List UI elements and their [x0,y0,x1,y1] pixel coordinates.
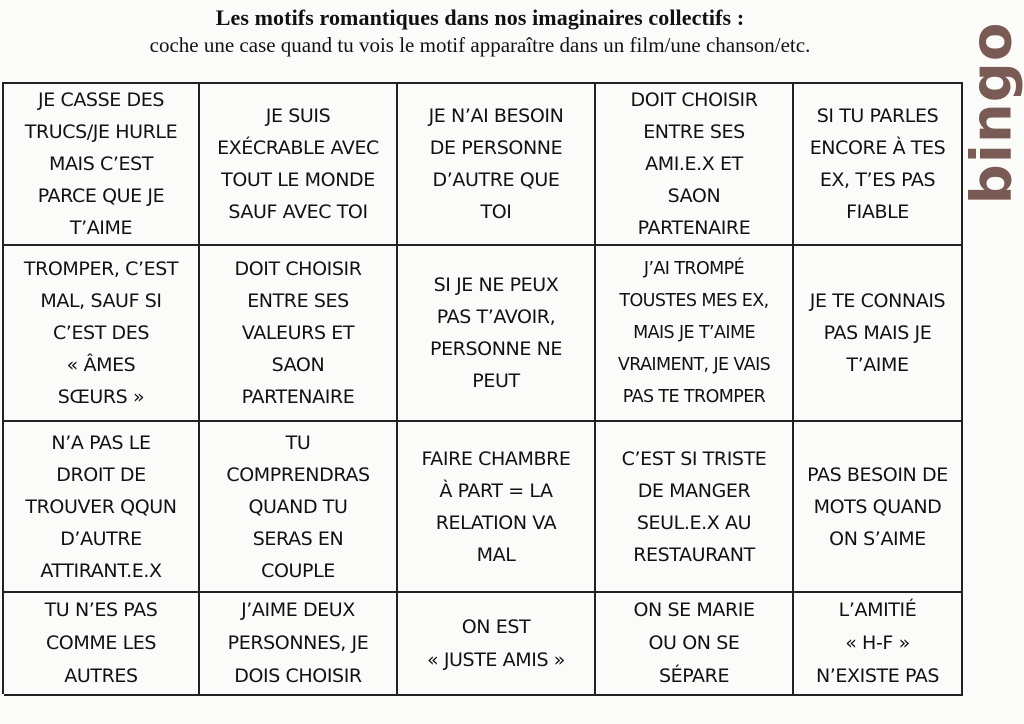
bingo-cell-r2c1[interactable]: TROMPER, C’EST MAL, SAUF SI C’EST DES « ÂMES SŒURS » [4,246,200,422]
bingo-logo [959,8,1024,218]
bingo-cell-r1c2[interactable]: JE SUIS EXÉCRABLE AVEC TOUT LE MONDE SAUF AVEC TOI [200,84,398,246]
header [0,4,960,58]
bingo-grid [2,82,963,694]
bingo-cell-r1c4[interactable]: DOIT CHOISIR ENTRE SES AMI.E.X ET SAON PARTENAIRE [596,84,794,246]
bingo-cell-r2c2[interactable]: DOIT CHOISIR ENTRE SES VALEURS ET SAON PARTENAIRE [200,246,398,422]
bingo-cell-r1c3[interactable]: JE N’AI BESOIN DE PERSONNE D’AUTRE QUE TOI [398,84,596,246]
bingo-cell-r3c5[interactable]: PAS BESOIN DE MOTS QUAND ON S’AIME [794,422,963,593]
page-title: Les motifs romantiques dans nos imaginaires collectifs : [215,5,745,30]
bingo-cell-r4c1[interactable]: TU N’ES PAS COMME LES AUTRES [4,593,200,696]
bingo-cell-r4c5[interactable]: L’AMITIÉ « H-F » N’EXISTE PAS [794,593,963,696]
bingo-cell-r2c4[interactable]: J’AI TROMPÉ TOUSTES MES EX, MAIS JE T’AIME VRAIMENT, JE VAIS PAS TE TROMPER [596,246,794,422]
bingo-cell-r3c4[interactable]: C’EST SI TRISTE DE MANGER SEUL.E.X AU RESTAURANT [596,422,794,593]
bingo-cell-r3c1[interactable]: N’A PAS LE DROIT DE TROUVER QQUN D’AUTRE ATTIRANT.E.X [4,422,200,593]
bingo-cell-r4c3[interactable]: ON EST « JUSTE AMIS » [398,593,596,696]
page-subtitle: coche une case quand tu vois le motif apparaître dans un film/une chanson/etc. [149,33,811,57]
bingo-cell-r4c4[interactable]: ON SE MARIE OU ON SE SÉPARE [596,593,794,696]
bingo-cell-r3c3[interactable]: FAIRE CHAMBRE À PART = LA RELATION VA MAL [398,422,596,593]
bingo-cell-r2c5[interactable]: JE TE CONNAIS PAS MAIS JE T’AIME [794,246,963,422]
bingo-cell-r1c1[interactable]: JE CASSE DES TRUCS/JE HURLE MAIS C’EST PARCE QUE JE T’AIME [4,84,200,246]
bingo-cell-r2c3[interactable]: SI JE NE PEUX PAS T’AVOIR, PERSONNE NE PEUT [398,246,596,422]
bingo-cell-r3c2[interactable]: TU COMPRENDRAS QUAND TU SERAS EN COUPLE [200,422,398,593]
bingo-cell-r4c2[interactable]: J’AIME DEUX PERSONNES, JE DOIS CHOISIR [200,593,398,696]
bingo-logo-text: bingo [959,21,1024,205]
bingo-cell-r1c5[interactable]: SI TU PARLES ENCORE À TES EX, T’ES PAS FIABLE [794,84,963,246]
